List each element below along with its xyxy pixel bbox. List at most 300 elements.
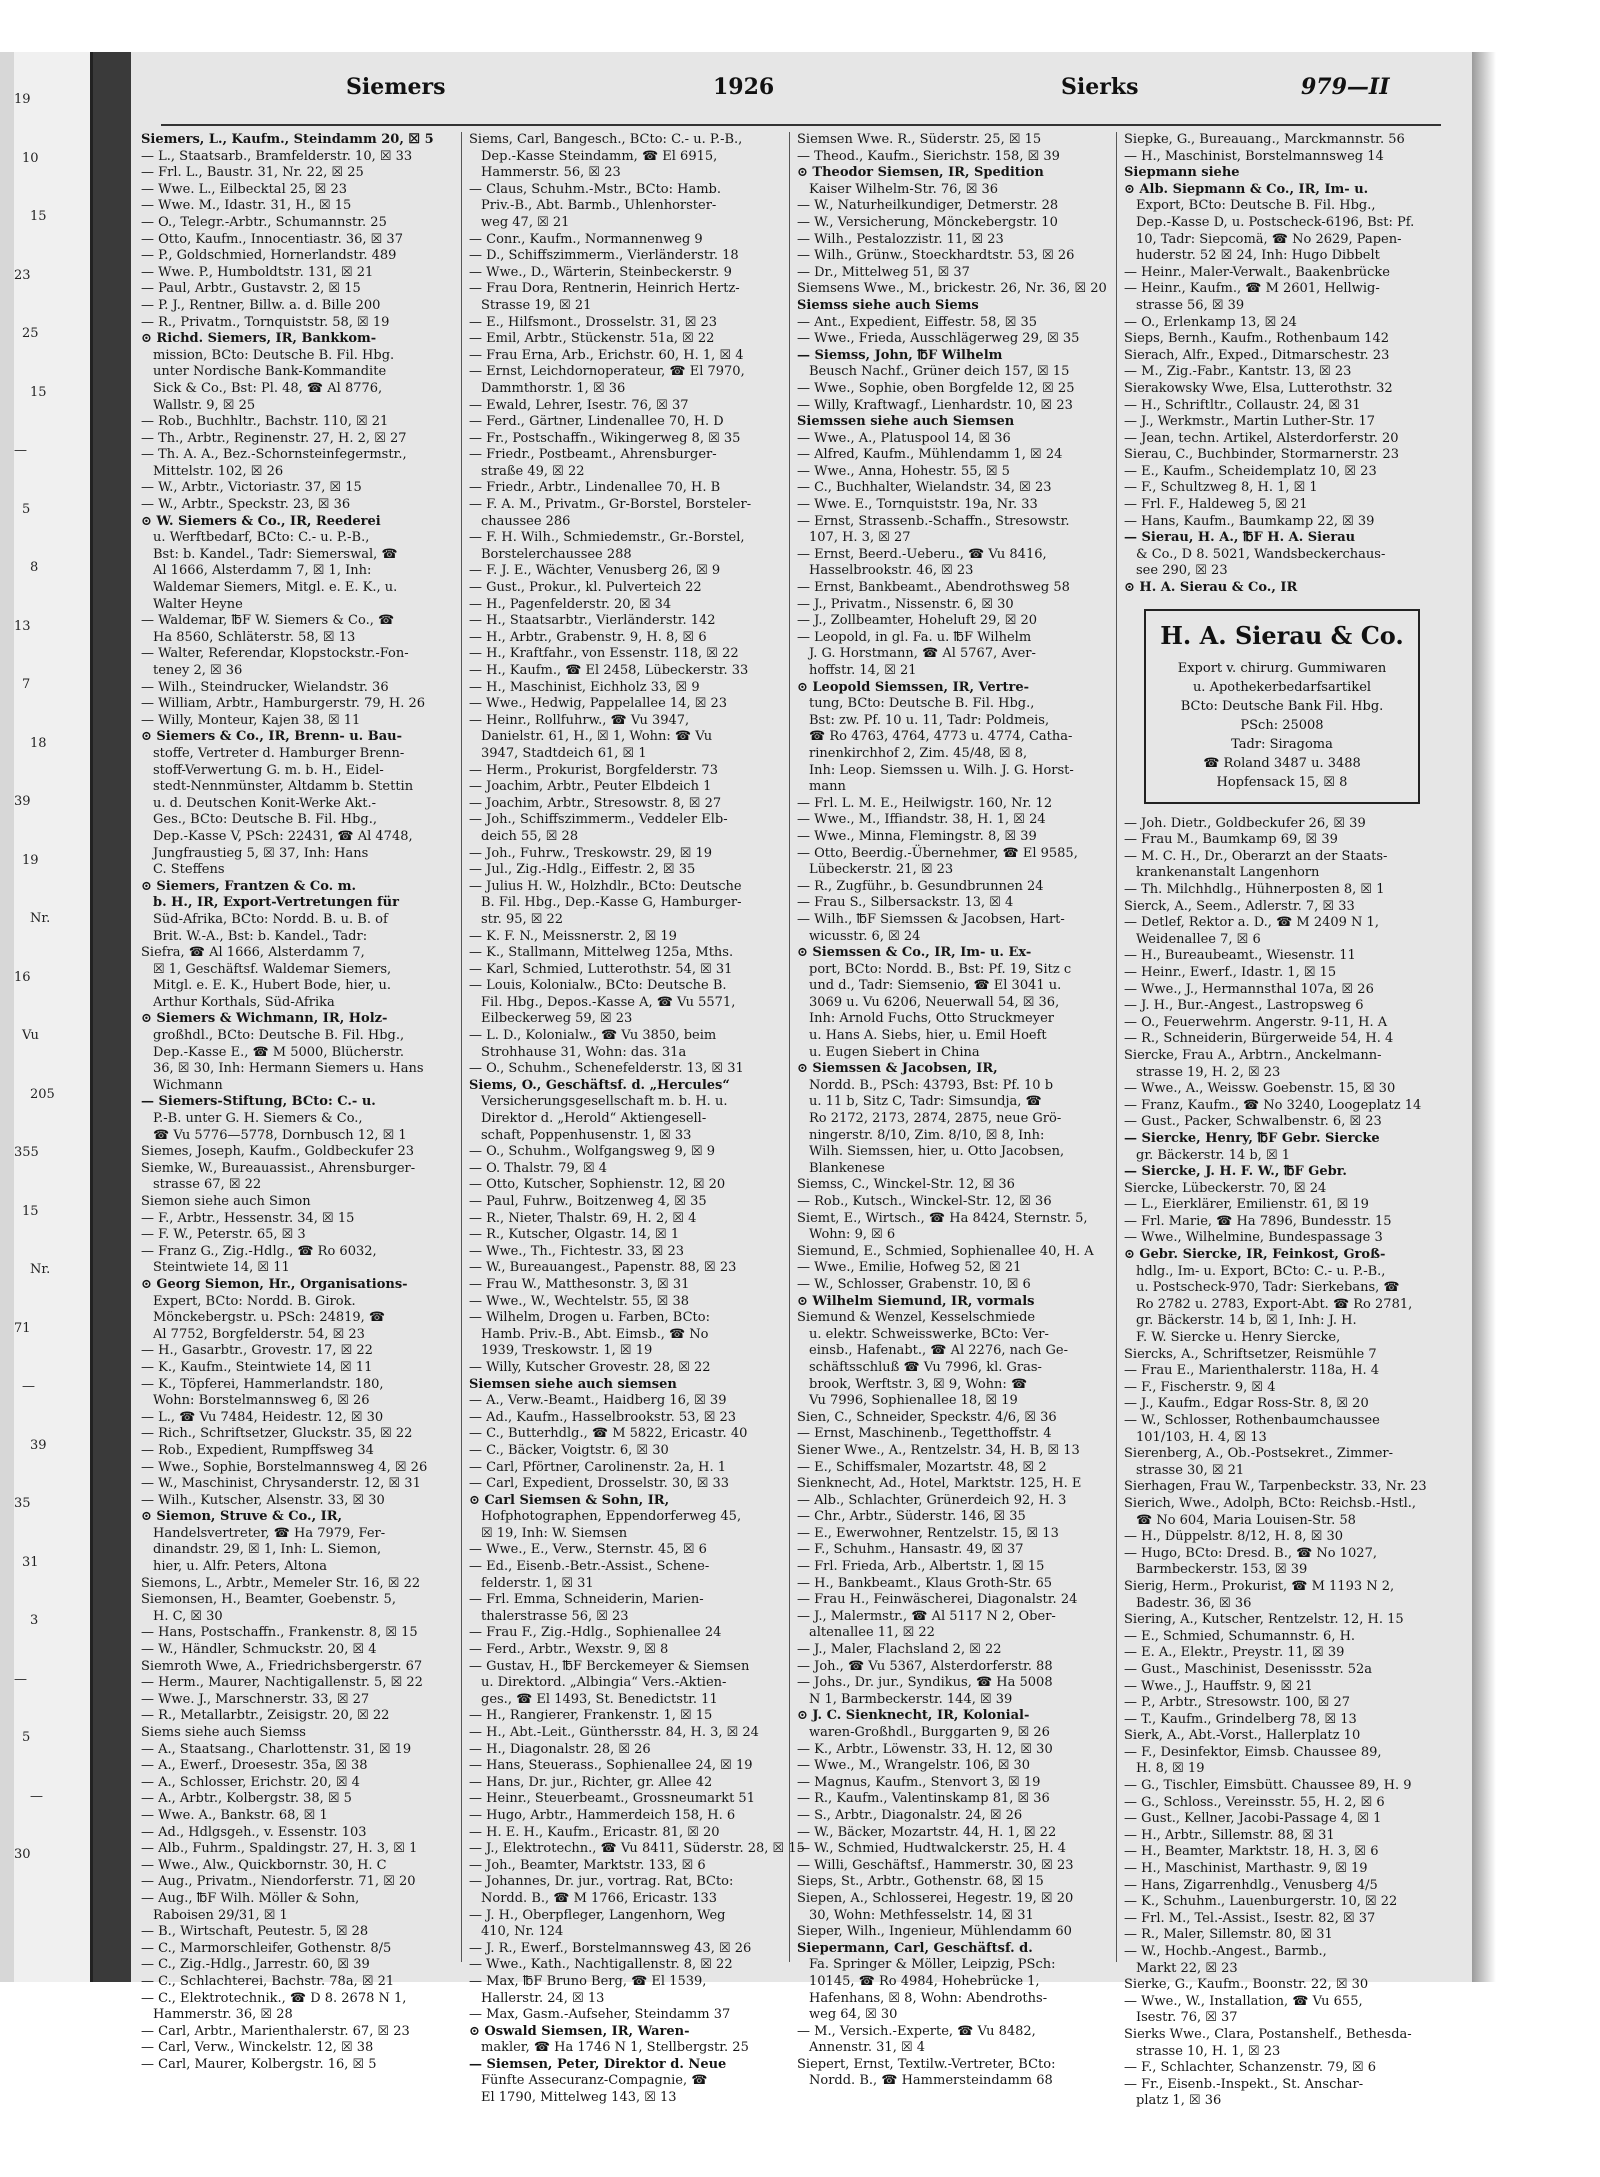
- directory-entry: Nordd. B., PSch: 43793, Bst: Pf. 10 b: [809, 1077, 1054, 1093]
- directory-entry: — H., Kraftfahr., von Essenstr. 118, ☒ 22: [469, 646, 739, 662]
- directory-entry: — F. A. M., Privatm., Gr-Borstel, Borsteler-: [469, 497, 752, 513]
- directory-entry: — Frl. L. M. E., Heilwigstr. 160, Nr. 12: [797, 795, 1053, 811]
- directory-entry: weg 64, ☒ 30: [809, 2007, 898, 2023]
- previous-page-fragment: 15: [30, 209, 47, 224]
- directory-entry: — F. J. E., Wächter, Venusberg 26, ☒ 9: [469, 563, 721, 579]
- directory-entry: — Hans, Kaufm., Baumkamp 22, ☒ 39: [1124, 513, 1375, 529]
- directory-entry: Danielstr. 61, H., ☒ 1, Wohn: ☎ Vu: [481, 729, 713, 745]
- directory-entry: ☎ No 604, Maria Louisen-Str. 58: [1136, 1512, 1356, 1528]
- directory-entry: — K. F. N., Meissnerstr. 2, ☒ 19: [469, 928, 677, 944]
- directory-entry: — K., Arbtr., Löwenstr. 33, H. 12, ☒ 30: [797, 1741, 1053, 1757]
- directory-entry: — B., Wirtschaft, Peutestr. 5, ☒ 28: [141, 1924, 369, 1940]
- directory-entry: — Wwe., A., Platuspool 14, ☒ 36: [797, 430, 1011, 446]
- directory-entry: — C., Marmorschleifer, Gothenstr. 8/5: [141, 1940, 392, 1956]
- directory-entry: Arthur Korthals, Süd-Afrika: [153, 994, 335, 1010]
- directory-entry: — Wwe., W., Wechtelstr. 55, ☒ 38: [469, 1293, 690, 1309]
- directory-entry: — Wwe., Sophie, Borstelmannsweg 4, ☒ 26: [141, 1459, 428, 1475]
- previous-page-fragment: —: [14, 1671, 27, 1687]
- directory-entry: u. Hans A. Siebs, hier, u. Emil Hoeft: [809, 1028, 1047, 1044]
- directory-entry: ☎ Vu 5776—5778, Dornbusch 12, ☒ 1: [153, 1127, 407, 1143]
- directory-entry: — Friedr., Postbeamt., Ahrensburger-: [469, 447, 717, 463]
- firm-entry: — Siercke, J. H. F. W., ℔F Gebr.: [1124, 1164, 1347, 1180]
- directory-entry: — P., Goldschmied, Hornerlandstr. 489: [141, 248, 397, 264]
- directory-entry: — Wwe. J., Marschnerstr. 33, ☒ 27: [141, 1691, 370, 1707]
- directory-entry: — H., Düppelstr. 8/12, H. 8, ☒ 30: [1124, 1529, 1344, 1545]
- directory-entry: — M., Versich.-Experte, ☎ Vu 8482,: [797, 2023, 1036, 2039]
- directory-entry: 10145, ☎ Ro 4984, Hohebrücke 1,: [809, 1973, 1040, 1989]
- directory-entry: — Max, ℔F Bruno Berg, ☎ El 1539,: [469, 1973, 707, 1989]
- directory-entry: — Wwe. E., Tornquiststr. 19a, Nr. 33: [797, 497, 1038, 513]
- directory-entry: 101/103, H. 4, ☒ 13: [1136, 1429, 1267, 1445]
- directory-entry: Sierke, G., Kaufm., Boonstr. 22, ☒ 30: [1124, 1977, 1369, 1993]
- directory-entry: — C., Buchhalter, Wielandstr. 34, ☒ 23: [797, 480, 1052, 496]
- directory-entry: platz 1, ☒ 36: [1136, 2093, 1222, 2109]
- directory-entry: — J. R., Ewerf., Borstelmannsweg 43, ☒ 26: [469, 1940, 752, 1956]
- directory-entry: — Leopold, in gl. Fa. u. ℔F Wilhelm: [797, 629, 1032, 645]
- directory-entry: makler, ☎ Ha 1746 N 1, Stellbergstr. 25: [481, 2040, 749, 2056]
- directory-entry: — Wilh., Pestalozzistr. 11, ☒ 23: [797, 231, 1004, 247]
- firm-entry: ⊙ Siemssen & Jacobsen, IR,: [797, 1061, 998, 1077]
- previous-page-fragment: —: [22, 1379, 35, 1394]
- directory-entry: — Wwe., Kath., Nachtigallenstr. 8, ☒ 22: [469, 1957, 733, 1973]
- directory-entry: — W., Schmied, Hudtwalckerstr. 25, H. 4: [797, 1841, 1066, 1857]
- directory-entry: — C., Zig.-Hdlg., Jarrestr. 60, ☒ 39: [141, 1957, 370, 1973]
- directory-entry: Siercks, A., Schriftsetzer, Reismühle 7: [1124, 1346, 1377, 1362]
- previous-page-fragment: —: [14, 443, 27, 458]
- directory-entry: & Co., D 8. 5021, Wandsbeckerchaus-: [1136, 546, 1386, 562]
- directory-entry: — Frau E., Marienthalerstr. 118a, H. 4: [1124, 1363, 1380, 1379]
- directory-entry: — E., Schmied, Schumannstr. 6, H.: [1124, 1628, 1356, 1644]
- directory-entry: Siepke, G., Bureauang., Marckmannstr. 56: [1124, 132, 1405, 147]
- directory-entry: Siems siehe auch Siemss: [141, 1725, 306, 1740]
- previous-page-fragment: Vu: [22, 1028, 39, 1043]
- directory-entry: — Conr., Kaufm., Normannenweg 9: [469, 231, 703, 247]
- directory-entry: Siefra, ☎ Al 1666, Alsterdamm 7,: [141, 945, 365, 961]
- firm-entry: ⊙ Siemers, Frantzen & Co. m.: [141, 878, 357, 894]
- directory-entry: stoff-Verwertung G. m. b. H., Eidel-: [153, 762, 384, 778]
- directory-entry: — Joh., Fuhrw., Treskowstr. 29, ☒ 19: [469, 845, 713, 861]
- directory-entry: Siercke, Frau A., Arbtrn., Anckelmann-: [1124, 1047, 1382, 1063]
- directory-entry: — Joh., ☎ Vu 5367, Alsterdorferstr. 88: [797, 1658, 1053, 1674]
- scan-edge: [0, 52, 14, 1982]
- directory-entry: u. Postscheck-970, Tadr: Sierkebans, ☎: [1136, 1280, 1400, 1296]
- directory-entry: — Ewald, Lehrer, Isestr. 76, ☒ 37: [469, 397, 689, 413]
- directory-entry: Hallerstr. 24, ☒ 13: [481, 1990, 605, 2006]
- directory-entry: — Fr., Postschaffn., Wikingerweg 8, ☒ 35: [469, 430, 741, 446]
- directory-entry: Nordd. B., ☎ M 1766, Ericastr. 133: [481, 1890, 718, 1906]
- directory-entry: — W., Versicherung, Mönckebergstr. 10: [797, 214, 1058, 230]
- directory-entry: — L. D., Kolonialw., ☎ Vu 3850, beim: [469, 1028, 717, 1044]
- directory-entry: Fünfte Assecuranz-Compagnie, ☎: [481, 2073, 708, 2089]
- firm-entry: Siems, O., Geschäftsf. d. „Hercules“: [469, 1077, 730, 1093]
- directory-entry: — L., ☎ Vu 7484, Heidestr. 12, ☒ 30: [141, 1409, 384, 1425]
- directory-entry: — Joachim, Arbtr., Peuter Elbdeich 1: [469, 779, 712, 795]
- directory-entry: — J., Kaufm., Edgar Ross-Str. 8, ☒ 20: [1124, 1396, 1369, 1412]
- directory-entry: Sierach, Alfr., Exped., Ditmarschestr. 23: [1124, 347, 1390, 363]
- directory-entry: — Herm., Maurer, Nachtigallenstr. 5, ☒ 22: [141, 1675, 423, 1691]
- directory-entry: — J., Zollbeamter, Hoheluft 29, ☒ 20: [797, 613, 1038, 629]
- column-4: [1124, 132, 1434, 2109]
- directory-entry: — Ernst, Leichdornoperateur, ☎ El 7970,: [469, 364, 745, 380]
- directory-entry: unter Nordische Bank-Kommandite: [153, 364, 387, 380]
- previous-page-fragment: 15: [22, 1203, 39, 1219]
- directory-entry: — Ferd., Arbtr., Wexstr. 9, ☒ 8: [469, 1642, 669, 1658]
- directory-entry: Siepert, Ernst, Textilw.-Vertreter, BCto:: [797, 2056, 1056, 2072]
- directory-entry: — J., Malermstr., ☎ Al 5117 N 2, Ober-: [797, 1608, 1056, 1624]
- directory-entry: — Heinr., Rollfuhrw., ☎ Vu 3947,: [469, 712, 690, 728]
- directory-entry: — Heinr., Kaufm., ☎ M 2601, Hellwig-: [1124, 281, 1380, 297]
- previous-page-fragment: 23: [14, 267, 31, 283]
- firm-entry: — Siemers-Stiftung, BCto: C.- u.: [141, 1094, 376, 1110]
- directory-entry: — A., Staatsang., Charlottenstr. 31, ☒ 19: [141, 1741, 412, 1757]
- previous-page-fragment: 205: [30, 1086, 55, 1102]
- directory-entry: Export, BCto: Deutsche B. Fil. Hbg.,: [1136, 198, 1376, 214]
- directory-entry: Sierakowsky Wwe, Elsa, Lutterothstr. 32: [1124, 380, 1393, 396]
- directory-entry: — Ed., Eisenb.-Betr.-Assist., Schene-: [469, 1559, 710, 1575]
- directory-entry: — Hans, Zigarrenhdlg., Venusberg 4/5: [1124, 1877, 1378, 1893]
- directory-entry: u. elektr. Schweisswerke, BCto: Ver-: [809, 1326, 1049, 1342]
- directory-entry: — J. H., Oberpfleger, Langenhorn, Weg: [469, 1907, 726, 1923]
- directory-entry: — Aug., Privatm., Niendorferstr. 71, ☒ 20: [141, 1874, 416, 1890]
- directory-entry: F. W. Siercke u. Henry Siercke,: [1136, 1330, 1341, 1346]
- directory-entry: Sierich, Wwe., Adolph, BCto: Reichsb.-Hstl.,: [1124, 1495, 1417, 1511]
- directory-entry: — H., Schriftltr., Collaustr. 24, ☒ 31: [1124, 397, 1361, 413]
- directory-entry: — A., Ewerf., Droesestr. 35a, ☒ 38: [141, 1758, 368, 1774]
- directory-entry: — R., Schneiderin, Bürgerweide 54, H. 4: [1124, 1031, 1394, 1047]
- directory-entry: Wohn: Borstelmannsweg 6, ☒ 26: [153, 1393, 370, 1409]
- directory-entry: — Max, Gasm.-Aufseher, Steindamm 37: [469, 2007, 731, 2023]
- directory-entry: Hammerstr. 56, ☒ 23: [481, 165, 621, 181]
- directory-entry: — R., Nieter, Thalstr. 69, H. 2, ☒ 4: [469, 1210, 697, 1226]
- directory-entry: u. Direktord. „Albingia“ Vers.-Aktien-: [481, 1675, 727, 1691]
- previous-page-fragment: 35: [14, 1496, 31, 1511]
- directory-entry: Siemon siehe auch Simon: [141, 1194, 311, 1209]
- directory-entry: Hamb. Priv.-B., Abt. Eimsb., ☎ No: [481, 1326, 709, 1342]
- directory-entry: — Frau Dora, Rentnerin, Heinrich Hertz-: [469, 281, 740, 297]
- directory-entry: — Paul, Arbtr., Gustavstr. 2, ☒ 15: [141, 281, 361, 297]
- directory-entry: ☒ 1, Geschäftsf. Waldemar Siemers,: [153, 961, 392, 977]
- directory-entry: Brit. W.-A., Bst: b. Kandel., Tadr:: [153, 928, 368, 944]
- directory-entry: — F., Desinfektor, Eimsb. Chaussee 89,: [1124, 1744, 1382, 1760]
- directory-entry: — Aug., ℔F Wilh. Möller & Sohn,: [141, 1890, 360, 1906]
- firm-entry: ⊙ W. Siemers & Co., IR, Reederei: [141, 513, 381, 529]
- directory-entry: gr. Bäckerstr. 14 b, ☒ 1: [1136, 1147, 1291, 1163]
- directory-entry: — Johs., Dr. jur., Syndikus, ☎ Ha 5008: [797, 1675, 1053, 1691]
- directory-entry: — Hans, Postschaffn., Frankenstr. 8, ☒ 15: [141, 1625, 418, 1641]
- directory-entry: 36, ☒ 30, Inh: Hermann Siemers u. Hans: [153, 1061, 424, 1077]
- directory-entry: — Joh., Schiffszimmerm., Veddeler Elb-: [469, 812, 728, 828]
- firm-entry: — Siemsen, Peter, Direktor d. Neue: [469, 2056, 727, 2072]
- directory-entry: — Carl, Expedient, Drosselstr. 30, ☒ 33: [469, 1476, 730, 1492]
- directory-entry: — W., Arbtr., Speckstr. 23, ☒ 36: [141, 497, 351, 513]
- directory-entry: — O., Schuhm., Schenefelderstr. 13, ☒ 31: [469, 1061, 744, 1077]
- directory-entry: — Wwe., Hedwig, Pappelallee 14, ☒ 23: [469, 696, 728, 712]
- firm-entry: ⊙ Gebr. Siercke, IR, Feinkost, Groß-: [1124, 1247, 1386, 1263]
- directory-entry: — P. J., Rentner, Billw. a. d. Bille 200: [141, 297, 381, 313]
- directory-entry: — Frau F., Zig.-Hdlg., Sophienallee 24: [469, 1625, 722, 1641]
- advertisement-line: Hopfensack 15, ☒ 8: [1216, 774, 1348, 790]
- directory-entry: — Ant., Expedient, Eiffestr. 58, ☒ 35: [797, 314, 1038, 330]
- previous-page-fragment: 39: [30, 1437, 47, 1453]
- advertisement-line: Export v. chirurg. Gummiwaren: [1177, 660, 1387, 676]
- column-divider: [461, 132, 462, 1962]
- directory-entry: — J., Elektrotechn., ☎ Vu 8411, Süderstr. 28, ☒ 15: [469, 1841, 805, 1857]
- directory-entry: Sien, C., Schneider, Speckstr. 4/6, ☒ 36: [797, 1409, 1057, 1425]
- advertisement-line: PSch: 25008: [1240, 717, 1324, 733]
- directory-entry: — Wwe. P., Humboldtstr. 131, ☒ 21: [141, 264, 374, 280]
- directory-entry: — E., Ewerwohner, Rentzelstr. 15, ☒ 13: [797, 1525, 1059, 1541]
- directory-entry: — O., Feuerwehrm. Angerstr. 9-11, H. A: [1124, 1014, 1388, 1030]
- directory-entry: Wilh. Siemssen, hier, u. Otto Jacobsen,: [809, 1144, 1065, 1160]
- directory-entry: — Gust., Kellner, Jacobi-Passage 4, ☒ 1: [1124, 1811, 1382, 1827]
- directory-entry: — F., Schlachter, Schanzenstr. 79, ☒ 6: [1124, 2060, 1377, 2076]
- directory-entry: Siemons, L., Arbtr., Memeler Str. 16, ☒ 22: [141, 1575, 421, 1591]
- directory-entry: Eilbeckerweg 59, ☒ 23: [481, 1011, 633, 1027]
- directory-entry: — Th. Milchhdlg., Hühnerposten 8, ☒ 1: [1124, 882, 1385, 897]
- directory-entry: Dep.-Kasse Steindamm, ☎ El 6915,: [481, 148, 718, 164]
- directory-entry: — F., Fischerstr. 9, ☒ 4: [1124, 1379, 1276, 1395]
- firm-entry: ⊙ Alb. Siepmann & Co., IR, Im- u.: [1124, 181, 1369, 197]
- directory-entry: Siercke, Lübeckerstr. 70, ☒ 24: [1124, 1180, 1327, 1196]
- directory-entry: u. d. Deutschen Konit-Werke Akt.-: [153, 795, 377, 811]
- directory-entry: — A., Arbtr., Kolbergstr. 38, ☒ 5: [141, 1791, 352, 1807]
- directory-entry: — Joh., Beamter, Marktstr. 133, ☒ 6: [469, 1857, 706, 1873]
- directory-entry: stoffe, Vertreter d. Hamburger Brenn-: [153, 745, 405, 761]
- directory-entry: — Frau Erna, Arb., Erichstr. 60, H. 1, ☒ 4: [469, 347, 744, 363]
- header-left-name: Siemers: [346, 74, 446, 100]
- directory-entry: — Wwe., A., Weissw. Goebenstr. 15, ☒ 30: [1124, 1081, 1396, 1097]
- directory-entry: Sierig, Herm., Prokurist, ☎ M 1193 N 2,: [1124, 1578, 1395, 1594]
- directory-entry: — Gust., Packer, Schwalbenstr. 6, ☒ 23: [1124, 1114, 1382, 1130]
- firm-entry: b. H., IR, Export-Vertretungen für: [153, 895, 399, 911]
- directory-entry: Siemund, E., Schmied, Sophienallee 40, H. A: [797, 1243, 1094, 1259]
- directory-entry: — H., Kaufm., ☎ El 2458, Lübeckerstr. 33: [469, 663, 749, 678]
- header-rule: [161, 124, 1441, 126]
- directory-entry: port, BCto: Nordd. B., Bst: Pf. 19, Sitz c: [809, 961, 1072, 977]
- directory-entry: — Wwe., M., Wrangelstr. 106, ☒ 30: [797, 1758, 1031, 1774]
- column-2: [469, 132, 805, 2106]
- directory-entry: Hofphotographen, Eppendorferweg 45,: [481, 1509, 742, 1525]
- directory-entry: — Gust., Maschinist, Desenissstr. 52a: [1124, 1661, 1373, 1677]
- directory-entry: — Gustav, H., ℔F Berckemeyer & Siemsen: [469, 1658, 750, 1674]
- directory-entry: — Karl, Schmied, Lutterothstr. 54, ☒ 31: [469, 961, 733, 977]
- directory-entry: — O. Thalstr. 79, ☒ 4: [469, 1160, 608, 1176]
- directory-entry: felderstr. 1, ☒ 31: [481, 1575, 594, 1591]
- directory-entry: — Otto, Kutscher, Sophienstr. 12, ☒ 20: [469, 1177, 726, 1193]
- previous-page-fragment: 3: [30, 1613, 39, 1628]
- directory-entry: Sienknecht, Ad., Hotel, Marktstr. 125, H. E: [797, 1476, 1082, 1492]
- directory-entry: 10, Tadr: Siepcomä, ☎ No 2629, Papen-: [1136, 231, 1402, 247]
- directory-entry: — Wwe., W., Installation, ☎ Vu 655,: [1124, 1993, 1363, 2009]
- previous-page-fragment: 19: [22, 852, 39, 868]
- directory-entry: — R., Privatm., Tornquiststr. 58, ☒ 19: [141, 314, 390, 330]
- firm-entry: ⊙ Siemon, Struve & Co., IR,: [141, 1509, 343, 1525]
- directory-entry: — H., Beamter, Marktstr. 18, H. 3, ☒ 6: [1124, 1844, 1379, 1860]
- directory-entry: — Frl. Marie, ☎ Ha 7896, Bundesstr. 15: [1124, 1213, 1392, 1229]
- directory-entry: — H., Arbtr., Sillemstr. 88, ☒ 31: [1124, 1827, 1335, 1843]
- directory-entry: Sierenberg, A., Ob.-Postsekret., Zimmer-: [1124, 1446, 1394, 1462]
- directory-entry: Barmbeckerstr. 153, ☒ 39: [1136, 1562, 1308, 1578]
- directory-entry: H. 8, ☒ 19: [1136, 1761, 1205, 1777]
- previous-page-fragment: 25: [22, 326, 39, 341]
- directory-entry: — C., Bäcker, Voigtstr. 6, ☒ 30: [469, 1442, 669, 1458]
- directory-entry: — Ad., Kaufm., Hasselbrookstr. 53, ☒ 23: [469, 1409, 737, 1425]
- directory-entry: Walter Heyne: [153, 596, 243, 612]
- directory-entry: Nordd. B., ☎ Hammersteindamm 68: [809, 2073, 1053, 2089]
- page-header: [131, 70, 1472, 110]
- directory-entry: — W., Hochb.-Angest., Barmb.,: [1124, 1944, 1327, 1959]
- directory-entry: — C., Butterhdlg., ☎ M 5822, Ericastr. 40: [469, 1426, 748, 1442]
- advertisement-line: u. Apothekerbedarfsartikel: [1192, 679, 1372, 695]
- directory-entry: weg 47, ☒ 21: [481, 214, 570, 230]
- previous-page-fragment: Nr.: [30, 911, 51, 926]
- directory-entry: Siemt, E., Wirtsch., ☎ Ha 8424, Sternstr. 5,: [797, 1210, 1088, 1226]
- directory-entry: waren-Großhdl., Burggarten 9, ☒ 26: [809, 1725, 1050, 1740]
- directory-entry: — L., Eierklärer, Emilienstr. 61, ☒ 19: [1124, 1197, 1369, 1213]
- directory-entry: — Frl. Emma, Schneiderin, Marien-: [469, 1592, 704, 1608]
- firm-entry: Siepermann, Carl, Geschäftsf. d.: [797, 1940, 1033, 1956]
- directory-entry: Inh: Leop. Siemssen u. Wilh. J. G. Horst-: [809, 762, 1074, 778]
- directory-entry: — K., Töpferei, Hammerlandstr. 180,: [141, 1376, 384, 1392]
- directory-entry: — H., Diagonalstr. 28, ☒ 26: [469, 1741, 651, 1757]
- directory-entry: — R., Maler, Sillemstr. 80, ☒ 31: [1124, 1927, 1333, 1943]
- directory-entry: großhdl., BCto: Deutsche B. Fil. Hbg.,: [153, 1028, 405, 1044]
- directory-entry: Siemke, W., Bureauassist., Ahrensburger-: [141, 1160, 416, 1176]
- directory-entry: Sieps, St., Arbtr., Gothenstr. 68, ☒ 15: [797, 1874, 1044, 1890]
- directory-entry: — Theod., Kaufm., Sierichstr. 158, ☒ 39: [797, 148, 1060, 164]
- directory-entry: — W., Bäcker, Mozartstr. 44, H. 1, ☒ 22: [797, 1824, 1057, 1840]
- directory-entry: — H. E. H., Kaufm., Ericastr. 81, ☒ 20: [469, 1824, 720, 1840]
- directory-entry: — W., Arbtr., Victoriastr. 37, ☒ 15: [141, 480, 362, 496]
- advertisement-line: ☎ Roland 3487 u. 3488: [1203, 755, 1361, 771]
- directory-entry: Siemsens Wwe., M., brickestr. 26, Nr. 36, ☒ 20: [797, 281, 1107, 297]
- directory-entry: — Franz G., Zig.-Hdlg., ☎ Ro 6032,: [141, 1243, 377, 1259]
- directory-entry: — Johannes, Dr. jur., vortrag. Rat, BCto:: [469, 1874, 734, 1890]
- previous-page-fragment: 31: [22, 1554, 39, 1570]
- directory-entry: — Rob., Kutsch., Winckel-Str. 12, ☒ 36: [797, 1194, 1052, 1209]
- directory-entry: — L., Staatsarb., Bramfelderstr. 10, ☒ 33: [141, 148, 413, 164]
- directory-entry: — H., Bankbeamt., Klaus Groth-Str. 65: [797, 1575, 1053, 1591]
- directory-entry: Kaiser Wilhelm-Str. 76, ☒ 36: [809, 181, 999, 197]
- directory-entry: Siemss, C., Winckel-Str. 12, ☒ 36: [797, 1177, 1015, 1193]
- directory-entry: — Wwe., M., Iffiandstr. 38, H. 1, ☒ 24: [797, 812, 1046, 828]
- firm-entry: — Siemss, John, ℔F Wilhelm: [797, 347, 1003, 363]
- directory-entry: Hafenhans, ☒ 8, Wohn: Abendroths-: [809, 1990, 1048, 2006]
- directory-entry: u. Werftbedarf, BCto: C.- u. P.-B.,: [153, 530, 370, 546]
- directory-entry: — T., Kaufm., Grindelberg 78, ☒ 13: [1124, 1711, 1357, 1727]
- directory-entry: — Rob., Buchhltr., Bachstr. 110, ☒ 21: [141, 414, 389, 430]
- directory-entry: — Alb., Schlachter, Grünerdeich 92, H. 3: [797, 1492, 1067, 1508]
- directory-entry: Bst: zw. Pf. 10 u. 11, Tadr: Poldmeis,: [809, 712, 1050, 728]
- directory-entry: hoffstr. 14, ☒ 21: [809, 663, 917, 678]
- directory-entry: — W., Bureauangest., Papenstr. 88, ☒ 23: [469, 1260, 737, 1276]
- directory-entry: Siemonsen, H., Beamter, Goebenstr. 5,: [141, 1592, 396, 1608]
- previous-page-fragment: 5: [22, 501, 31, 517]
- directory-entry: — Wwe. A., Bankstr. 68, ☒ 1: [141, 1807, 328, 1823]
- directory-entry: Sieper, Wilh., Ingenieur, Mühlendamm 60: [797, 1924, 1072, 1940]
- directory-entry: Sierau, C., Buchbinder, Stormarnerstr. 23: [1124, 447, 1399, 463]
- firm-entry: Siemssen siehe auch Siemsen: [797, 414, 1015, 430]
- directory-entry: Raboisen 29/31, ☒ 1: [153, 1907, 288, 1923]
- directory-entry: — Wilh., Steindrucker, Wielandstr. 36: [141, 679, 389, 695]
- directory-entry: C. Steffens: [153, 862, 225, 878]
- directory-entry: Siems, Carl, Bangesch., BCto: C.- u. P.-B.,: [469, 132, 743, 147]
- directory-entry: schäftsschluß ☎ Vu 7996, kl. Gras-: [809, 1359, 1042, 1375]
- directory-entry: 3947, Stadtdeich 61, ☒ 1: [481, 745, 647, 761]
- directory-entry: — E., Hilfsmont., Drosselstr. 31, ☒ 23: [469, 314, 718, 330]
- directory-entry: — C., Schlachterei, Bachstr. 78a, ☒ 21: [141, 1973, 395, 1989]
- directory-entry: ☎ Ro 4763, 4764, 4773 u. 4774, Catha-: [809, 729, 1073, 745]
- directory-entry: ningerstr. 8/10, Zim. 8/10, ☒ 8, Inh:: [809, 1127, 1045, 1143]
- book-gutter: [93, 52, 131, 1982]
- firm-entry: ⊙ Siemers & Co., IR, Brenn- u. Bau-: [141, 729, 402, 745]
- directory-entry: Ro 2172, 2173, 2874, 2875, neue Grö-: [809, 1111, 1062, 1127]
- advertisement-title: H. A. Sierau & Co.: [1160, 620, 1404, 650]
- previous-page-fragment: 7: [22, 677, 31, 692]
- directory-entry: H. C, ☒ 30: [153, 1608, 223, 1624]
- directory-entry: — Wilh., Grünw., Stoeckhardtstr. 53, ☒ 26: [797, 248, 1075, 264]
- directory-entry: — H., Maschinist, Eichholz 33, ☒ 9: [469, 679, 700, 695]
- directory-entry: — Wwe., E., Verw., Sternstr. 45, ☒ 6: [469, 1542, 707, 1558]
- firm-entry: ⊙ Siemssen & Co., IR, Im- u. Ex-: [797, 945, 1032, 961]
- firm-entry: ⊙ Carl Siemsen & Sohn, IR,: [469, 1492, 670, 1508]
- directory-entry: Versicherungsgesellschaft m. b. H. u.: [481, 1094, 728, 1110]
- directory-entry: — Wwe., Alw., Quickbornstr. 30, H. C: [141, 1857, 387, 1873]
- directory-entry: gr. Bäckerstr. 14 b, ☒ 1, Inh: J. H.: [1136, 1313, 1357, 1329]
- directory-entry: — Ernst, Strassenb.-Schaffn., Stresowstr.: [797, 513, 1070, 529]
- column-3: [797, 132, 1107, 2089]
- directory-entry: Süd-Afrika, BCto: Nordd. B. u. B. of: [153, 911, 388, 927]
- directory-entry: einsb., Hafenabt., ☎ Al 2276, nach Ge-: [809, 1343, 1069, 1359]
- directory-entry: — Dr., Mittelweg 51, ☒ 37: [797, 264, 970, 280]
- directory-entry: Dep.-Kasse V, PSch: 22431, ☎ Al 4748,: [153, 828, 413, 844]
- previous-page-fragment: —: [30, 1788, 43, 1804]
- directory-entry: — H., Bureaubeamt., Wiesenstr. 11: [1124, 948, 1356, 964]
- directory-entry: Isestr. 76, ☒ 37: [1136, 2010, 1238, 2026]
- directory-entry: — W., Schlosser, Rothenbaumchaussee: [1124, 1413, 1380, 1428]
- previous-page-fragment: 355: [14, 1145, 39, 1160]
- firm-entry: ⊙ Georg Siemon, Hr., Organisations-: [141, 1276, 408, 1292]
- directory-entry: — Frl. Frieda, Arb., Albertstr. 1, ☒ 15: [797, 1559, 1045, 1575]
- directory-entry: — F. H. Wilh., Schmiedemstr., Gr.-Borstel,: [469, 530, 745, 546]
- directory-entry: Strohhause 31, Wohn: das. 31a: [481, 1044, 687, 1060]
- directory-entry: — F., Schuhm., Hansastr. 49, ☒ 37: [797, 1542, 1024, 1558]
- directory-entry: mission, BCto: Deutsche B. Fil. Hbg.: [153, 347, 395, 363]
- column-divider: [789, 132, 790, 1962]
- directory-entry: — Wwe., Anna, Hohestr. 55, ☒ 5: [797, 463, 1010, 479]
- directory-entry: dinandstr. 29, ☒ 1, Inh: L. Siemon,: [153, 1542, 382, 1558]
- column-1: [141, 132, 451, 2072]
- directory-entry: — Wilh., Kutscher, Alsenstr. 33, ☒ 30: [141, 1492, 385, 1508]
- directory-entry: — M., Zig.-Fabr., Kantstr. 13, ☒ 23: [1124, 364, 1352, 380]
- directory-entry: — Franz, Kaufm., ☎ No 3240, Loogeplatz 14: [1124, 1097, 1422, 1113]
- directory-entry: — Wwe., Th., Fichtestr. 33, ☒ 23: [469, 1243, 684, 1259]
- directory-entry: — Otto, Kaufm., Innocentiastr. 36, ☒ 37: [141, 231, 403, 247]
- directory-entry: — Ad., Hdlgsgeh., v. Essenstr. 103: [141, 1824, 367, 1840]
- directory-entry: thalerstrasse 56, ☒ 23: [481, 1608, 629, 1624]
- directory-entry: — D., Schiffszimmerm., Vierländerstr. 18: [469, 248, 739, 264]
- directory-entry: — Wwe. L., Eilbecktal 25, ☒ 23: [141, 181, 347, 197]
- directory-entry: — H., Staatsarbtr., Vierländerstr. 142: [469, 613, 716, 629]
- directory-entry: — R., Kutscher, Olgastr. 14, ☒ 1: [469, 1227, 680, 1243]
- directory-entry: — Frl. M., Tel.-Assist., Isestr. 82, ☒ 37: [1124, 1910, 1376, 1926]
- directory-entry: — Gust., Prokur., kl. Pulverteich 22: [469, 580, 702, 596]
- directory-entry: Al 1666, Alsterdamm 7, ☒ 1, Inh:: [153, 563, 372, 579]
- directory-entry: Fil. Hbg., Depos.-Kasse A, ☎ Vu 5571,: [481, 994, 736, 1010]
- directory-entry: — Alb., Fuhrm., Spaldingstr. 27, H. 3, ☒ 1: [141, 1841, 418, 1857]
- directory-entry: — H., Gasarbtr., Grovestr. 17, ☒ 22: [141, 1343, 373, 1359]
- directory-entry: straße 49, ☒ 22: [481, 463, 585, 479]
